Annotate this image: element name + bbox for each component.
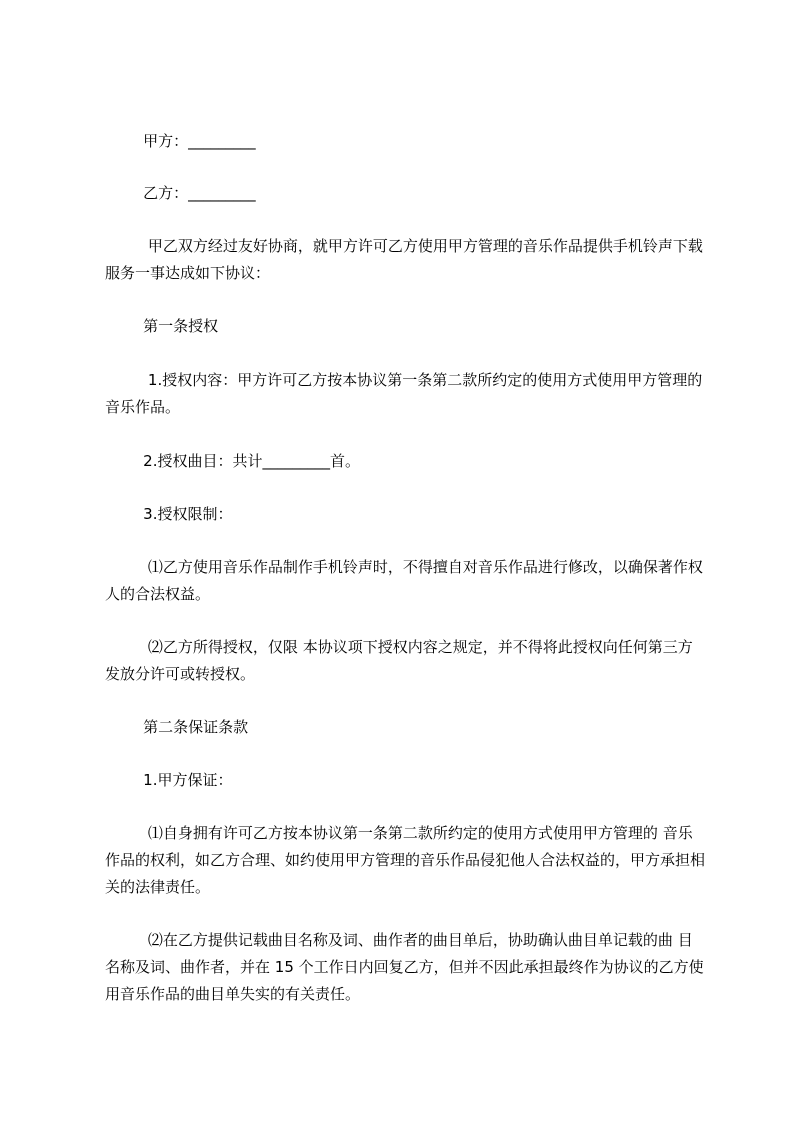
guarantee-item-1-paragraph: ⑴自身拥有许可乙方按本协议第一条第二款所约定的使用方式使用甲方管理的 音乐作品的权利，如乙方合理、如约使用甲方管理的音乐作品侵犯他人合法权益的，甲方承担相关的法律责任。 — [105, 824, 706, 896]
article-1-heading: 第一条授权 — [105, 317, 219, 335]
party-b-line: 乙方：_________ — [105, 184, 256, 202]
party-a-guarantee-heading: 1.甲方保证： — [105, 771, 233, 789]
authorization-limits-heading: 3.授权限制： — [105, 505, 233, 523]
authorization-content-paragraph: 1.授权内容：甲方许可乙方按本协议第一条第二款所约定的使用方式使用甲方管理的音乐作品。 — [105, 371, 703, 416]
limit-item-2-paragraph: ⑵乙方所得授权，仅限 本协议项下授权内容之规定，并不得将此授权向任何第三方发放分许可或转授权。 — [105, 638, 693, 683]
party-a-line: 甲方：_________ — [105, 132, 256, 150]
guarantee-item-2-paragraph: ⑵在乙方提供记载曲目名称及词、曲作者的曲目单后，协助确认曲目单记载的曲 目名称及词、曲作者，并在 15 个工作日内回复乙方，但并不因此承担最终作为协议的乙方使用音乐作品的曲目单失实的有关责任。 — [105, 931, 704, 1003]
preamble-paragraph: 甲乙双方经过友好协商，就甲方许可乙方使用甲方管理的音乐作品提供手机铃声下载服务一事达成如下协议： — [105, 237, 703, 282]
limit-item-1-paragraph: ⑴乙方使用音乐作品制作手机铃声时，不得擅自对音乐作品进行修改，以确保著作权人的合法权益。 — [105, 558, 703, 603]
authorized-tracks-paragraph: 2.授权曲目：共计_________首。 — [105, 452, 360, 470]
article-2-heading: 第二条保证条款 — [105, 718, 249, 736]
